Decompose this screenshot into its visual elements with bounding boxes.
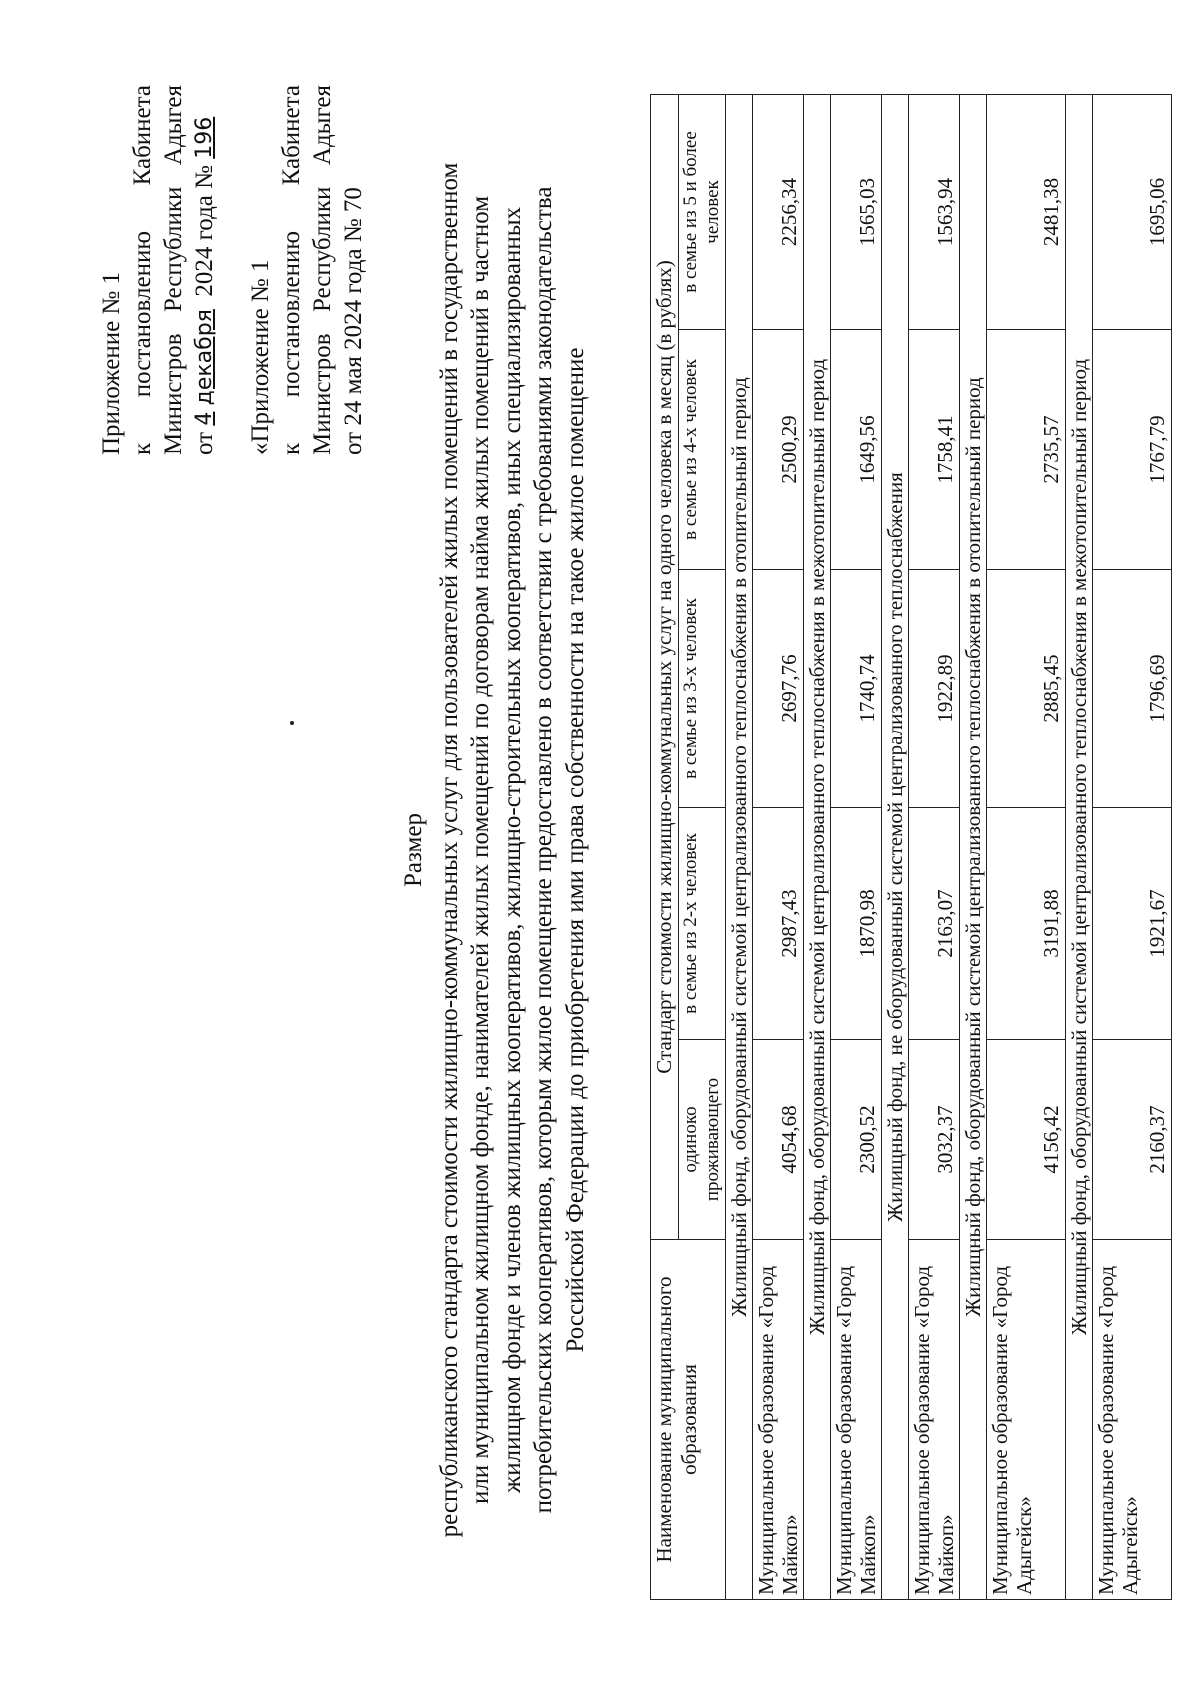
section-row (804, 94, 831, 1599)
value-cell: 1796,69 (1093, 570, 1172, 808)
table-row (909, 94, 960, 1599)
value-cell: 2987,43 (753, 808, 804, 1040)
annex-new-line1: Приложение № 1 (98, 271, 125, 455)
section-row (1066, 94, 1093, 1599)
value-cell: 2885,45 (987, 570, 1066, 808)
value-cell: 2735,57 (987, 330, 1066, 570)
col-name-header: Наименование муниципального образования (651, 1240, 726, 1600)
rotated-content (90, 70, 1169, 1630)
annex-block (96, 85, 369, 455)
value-cell: 1922,89 (909, 570, 960, 808)
annex-old-line4: от 24 мая 2024 года № 70 (340, 187, 367, 455)
section-title: Жилищный фонд, оборудованный системой централизованного теплоснабжения в отопительный период (726, 94, 753, 1599)
standards-table (650, 94, 1172, 1600)
sub-header: в семье из 2-х человек (679, 808, 726, 1040)
section-title: Жилищный фонд, не оборудованный системой централизованного теплоснабжения (882, 94, 909, 1599)
title-heading: Размер (400, 813, 427, 887)
value-cell: 3191,88 (987, 808, 1066, 1040)
value-cell: 1921,67 (1093, 808, 1172, 1040)
section-row (960, 94, 987, 1599)
municipality-name: Муниципальное образование «Город Майкоп» (753, 1240, 804, 1600)
municipality-name: Муниципальное образование «Город Майкоп» (831, 1240, 882, 1600)
section-row (726, 94, 753, 1599)
value-cell: 1695,06 (1093, 94, 1172, 329)
section-row (882, 94, 909, 1599)
annex-old-line1: «Приложение № 1 (247, 259, 274, 455)
municipality-name: Муниципальное образование «Город Адыгейск» (987, 1240, 1066, 1600)
annex-new-number: 196 (192, 116, 217, 159)
sub-header: одиноко проживающего (679, 1040, 726, 1240)
value-cell: 2697,76 (753, 570, 804, 808)
municipality-name: Муниципальное образование «Город Майкоп» (909, 1240, 960, 1600)
value-cell: 1649,56 (831, 330, 882, 570)
title-body: республиканского стандарта стоимости жилищно-коммунальных услуг для пользователей жилых помещений в государственном или муниципальном жилищном фонде, нанимателей жилых помещений по договорам найма жилых помещений в частном жилищном фонде и членов жилищных кооперативов, жилищно-строительных кооперативов, иных специализированных потребительских кооперативов, которым жилое помещение предоставлено в соответствии с требованиями законодательства Российской Федерации до приобретения ими права собственности на такое жилое помещение (435, 162, 589, 1538)
sub-header: в семье из 4-х человек (679, 330, 726, 570)
value-cell: 1565,03 (831, 94, 882, 329)
section-title: Жилищный фонд, оборудованный системой централизованного теплоснабжения в межотопительный период (804, 94, 831, 1599)
table-row (753, 94, 804, 1599)
value-cell: 2163,07 (909, 808, 960, 1040)
annex-new-day: 4 (192, 411, 217, 426)
value-cell: 1740,74 (831, 570, 882, 808)
section-title: Жилищный фонд, оборудованный системой централизованного теплоснабжения в межотопительный период (1066, 94, 1093, 1599)
annex-new-month: декабря (192, 309, 217, 406)
value-cell: 3032,37 (909, 1040, 960, 1240)
value-cell: 2500,29 (753, 330, 804, 570)
value-cell: 1563,94 (909, 94, 960, 329)
scan-speck (290, 721, 294, 725)
table-row (987, 94, 1066, 1599)
value-cell: 2300,52 (831, 1040, 882, 1240)
annex-old-line2: к постановлению Кабинета (278, 85, 305, 455)
value-cell: 4156,42 (987, 1040, 1066, 1240)
sub-header: в семье из 3-х человек (679, 570, 726, 808)
group-header: Стандарт стоимости жилищно-коммунальных услуг на одного человека в месяц (в рублях) (651, 94, 679, 1239)
sub-header: в семье из 5 и более человек (679, 94, 726, 329)
section-title: Жилищный фонд, оборудованный системой централизованного теплоснабжения в отопительный период (960, 94, 987, 1599)
value-cell: 1870,98 (831, 808, 882, 1040)
value-cell: 1767,79 (1093, 330, 1172, 570)
value-cell: 2160,37 (1093, 1040, 1172, 1240)
annex-new-line4: от 4 декабря 2024 года № 196 (191, 116, 218, 455)
table-row (1093, 94, 1172, 1599)
value-cell: 1758,41 (909, 330, 960, 570)
annex-new-line3: Министров Республики Адыгея (160, 85, 187, 455)
value-cell: 2256,34 (753, 94, 804, 329)
annex-old-line3: Министров Республики Адыгея (309, 85, 336, 455)
document-title (398, 140, 591, 1560)
table-row (831, 94, 882, 1599)
table-header-row (651, 94, 679, 1599)
annex-new-line2: к постановлению Кабинета (129, 85, 156, 455)
value-cell: 4054,68 (753, 1040, 804, 1240)
value-cell: 2481,38 (987, 94, 1066, 329)
municipality-name: Муниципальное образование «Город Адыгейск» (1093, 1240, 1172, 1600)
